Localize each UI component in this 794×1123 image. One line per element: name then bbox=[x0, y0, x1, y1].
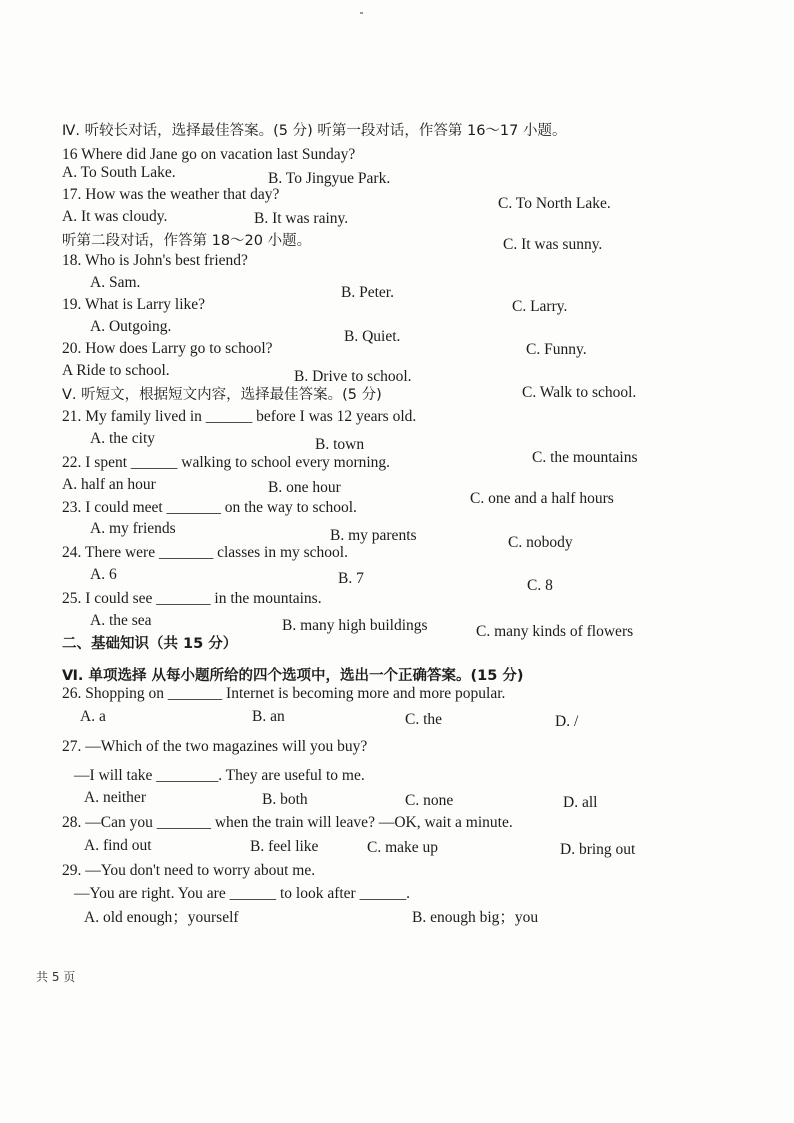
q29-option-a: A. old enough；yourself bbox=[84, 909, 239, 926]
q24-stem: 24. There were _______ classes in my school. bbox=[62, 544, 348, 561]
q18-option-b: B. Peter. bbox=[341, 284, 394, 301]
q27-option-a: A. neither bbox=[84, 789, 146, 806]
q25-option-b: B. many high buildings bbox=[282, 617, 428, 634]
scan-speck bbox=[360, 12, 363, 14]
q22-option-c: C. one and a half hours bbox=[470, 490, 614, 507]
q20-option-b: B. Drive to school. bbox=[294, 368, 412, 385]
section-4-header: Ⅳ. 听较长对话，选择最佳答案。(5 分) 听第一段对话，作答第 16～17 小题。 bbox=[62, 123, 567, 139]
q28-option-b: B. feel like bbox=[250, 838, 319, 855]
q26-option-b: B. an bbox=[252, 708, 285, 725]
q25-option-c: C. many kinds of flowers bbox=[476, 623, 634, 640]
q27-option-d: D. all bbox=[563, 794, 598, 811]
q19-option-b: B. Quiet. bbox=[344, 328, 401, 345]
q17-option-a: A. It was cloudy. bbox=[62, 208, 168, 225]
q21-option-a: A. the city bbox=[90, 430, 155, 447]
q23-option-a: A. my friends bbox=[90, 520, 176, 537]
q17-option-b: B. It was rainy. bbox=[254, 210, 349, 227]
q26-option-c: C. the bbox=[405, 711, 443, 728]
q16-option-c: C. To North Lake. bbox=[498, 195, 611, 212]
q20-option-a: A Ride to school. bbox=[62, 362, 170, 379]
part-2-header: 二、基础知识（共 15 分） bbox=[62, 636, 238, 652]
q29-stem: 29. —You don't need to worry about me. bbox=[62, 862, 316, 879]
q25-option-a: A. the sea bbox=[90, 612, 152, 629]
section-5-header: Ⅴ. 听短文，根据短文内容，选择最佳答案。(5 分) bbox=[62, 387, 382, 403]
q24-option-a: A. 6 bbox=[90, 566, 117, 583]
q29-line2: —You are right. You are ______ to look after ______. bbox=[74, 885, 410, 902]
q24-option-b: B. 7 bbox=[338, 570, 364, 587]
q23-stem: 23. I could meet _______ on the way to school. bbox=[62, 499, 357, 516]
q20-stem: 20. How does Larry go to school? bbox=[62, 340, 273, 357]
q27-option-b: B. both bbox=[262, 791, 308, 808]
q19-stem: 19. What is Larry like? bbox=[62, 296, 206, 313]
q18-option-a: A. Sam. bbox=[90, 274, 141, 291]
q22-option-a: A. half an hour bbox=[62, 476, 156, 493]
q23-option-c: C. nobody bbox=[508, 534, 573, 551]
page-count-footer: 共 5 页 bbox=[36, 970, 76, 984]
q19-option-a: A. Outgoing. bbox=[90, 318, 172, 335]
q28-option-a: A. find out bbox=[84, 837, 152, 854]
q29-option-b: B. enough big；you bbox=[412, 909, 539, 926]
q26-option-d: D. / bbox=[555, 713, 579, 730]
q26-stem: 26. Shopping on _______ Internet is becoming more and more popular. bbox=[62, 685, 506, 702]
q27-stem: 27. —Which of the two magazines will you buy? bbox=[62, 738, 368, 755]
q16-stem: 16 Where did Jane go on vacation last Sunday? bbox=[62, 146, 356, 163]
q28-stem: 28. —Can you _______ when the train will leave? —OK, wait a minute. bbox=[62, 814, 513, 831]
q19-option-c: C. Funny. bbox=[526, 341, 587, 358]
section-4-sub2: 听第二段对话，作答第 18～20 小题。 bbox=[62, 233, 312, 249]
q16-option-a: A. To South Lake. bbox=[62, 164, 176, 181]
q16-option-b: B. To Jingyue Park. bbox=[268, 170, 391, 187]
q27-option-c: C. none bbox=[405, 792, 454, 809]
q24-option-c: C. 8 bbox=[527, 577, 553, 594]
q22-stem: 22. I spent ______ walking to school every morning. bbox=[62, 454, 391, 471]
section-6-header: Ⅵ. 单项选择 从每小题所给的四个选项中，选出一个正确答案。(15 分) bbox=[62, 668, 524, 684]
q21-stem: 21. My family lived in ______ before I was 12 years old. bbox=[62, 408, 417, 425]
q18-stem: 18. Who is John's best friend? bbox=[62, 252, 248, 269]
q27-line2: —I will take ________. They are useful to me. bbox=[74, 767, 365, 784]
q20-option-c: C. Walk to school. bbox=[522, 384, 637, 401]
q26-option-a: A. a bbox=[80, 708, 106, 725]
q25-stem: 25. I could see _______ in the mountains. bbox=[62, 590, 322, 607]
q17-stem: 17. How was the weather that day? bbox=[62, 186, 280, 203]
q23-option-b: B. my parents bbox=[330, 527, 417, 544]
q28-option-d: D. bring out bbox=[560, 841, 636, 858]
q21-option-c: C. the mountains bbox=[532, 449, 638, 466]
q28-option-c: C. make up bbox=[367, 839, 439, 856]
q21-option-b: B. town bbox=[315, 436, 365, 453]
q18-option-c: C. Larry. bbox=[512, 298, 568, 315]
q22-option-b: B. one hour bbox=[268, 479, 341, 496]
q17-option-c: C. It was sunny. bbox=[503, 236, 603, 253]
